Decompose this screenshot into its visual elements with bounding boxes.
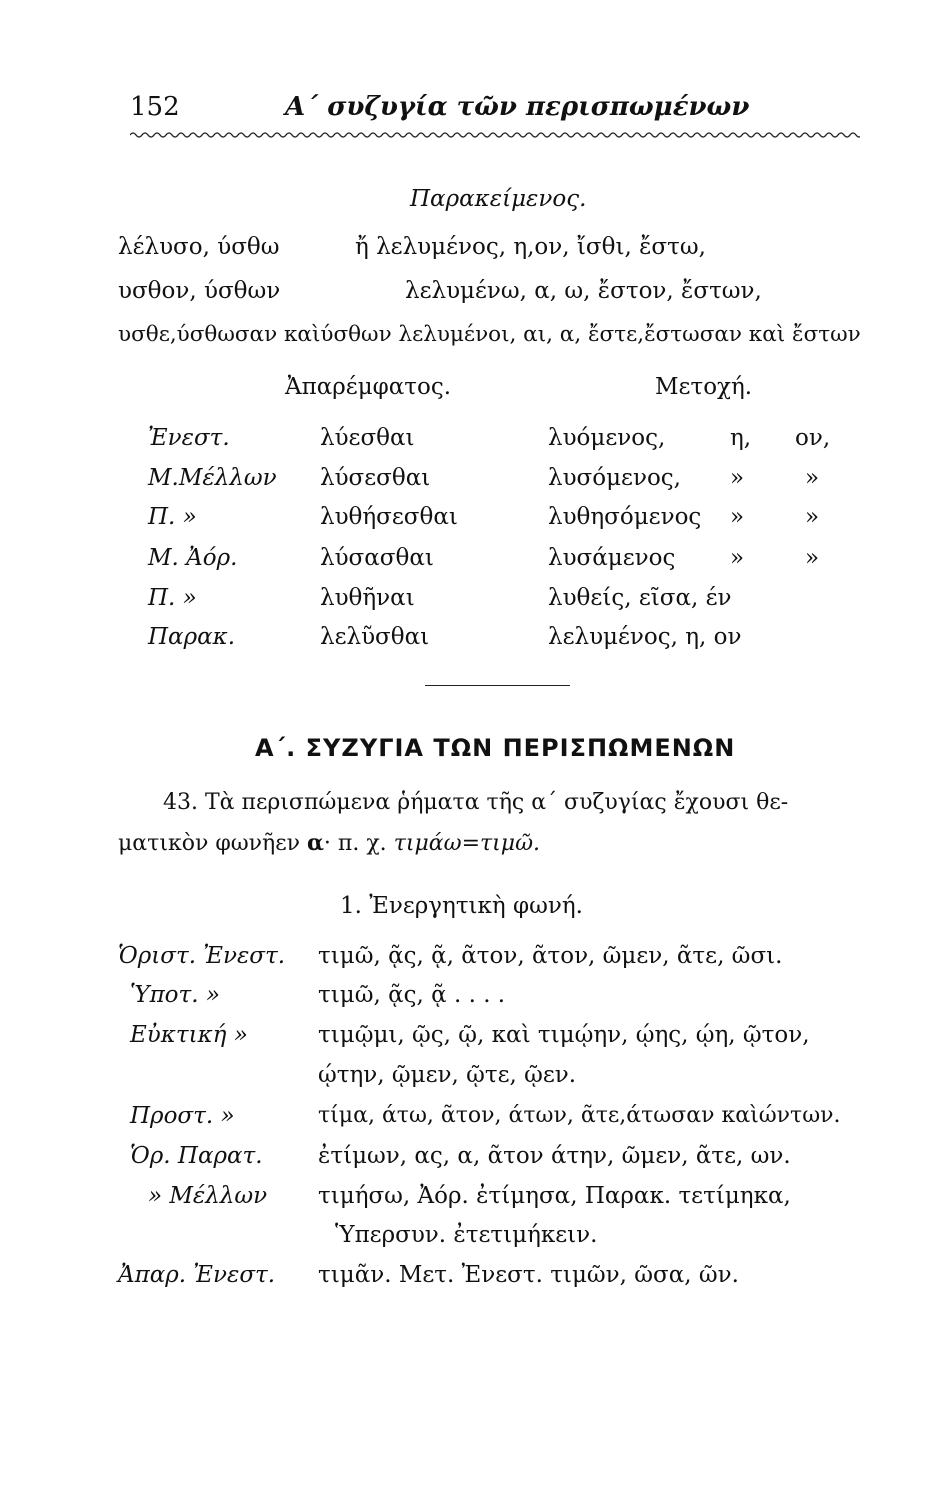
row-label: Π. »	[148, 504, 197, 530]
row-label: Μ. Ἀόρ.	[148, 545, 238, 571]
paragraph-text: ματικὸν φωνῆεν	[118, 831, 300, 856]
row-col1: »	[730, 504, 745, 530]
row-label: Παρακ.	[148, 624, 236, 650]
row-col2: »	[805, 504, 820, 530]
row-label: Ἐνεστ.	[148, 425, 230, 451]
conj-text: τιμῶ, ᾷς, ᾷ . . . .	[318, 982, 506, 1008]
row-participle: λελυμένος, η, ον	[548, 624, 742, 650]
section-divider	[425, 685, 570, 686]
page-number: 152	[130, 92, 180, 122]
perf-line-2-right: λελυμένω, α, ω, ἔστον, ἔστων,	[405, 278, 762, 304]
row-col2: »	[805, 545, 820, 571]
row-label: Μ.Μέλλων	[148, 465, 277, 491]
row-infinitive: λυθήσεσθαι	[320, 504, 458, 530]
section-title: Α΄. ΣΥΖΥΓΙΑ ΤΩΝ ΠΕΡΙΣΠΩΜΕΝΩΝ	[255, 734, 736, 762]
perf-line-3: υσθε,ύσθωσαν καὶύσθων λελυμένοι, αι, α, ἔστε,ἔστωσαν καὶ ἔστων	[118, 322, 861, 347]
row-participle: λυόμενος,	[548, 425, 666, 451]
paragraph-bold-vowel: α	[306, 830, 324, 856]
perf-line-1-left: λέλυσο, ύσθω	[118, 234, 280, 260]
row-col1: η,	[730, 425, 752, 451]
conj-text: τιμῷμι, ῷς, ῷ, καὶ τιμῴην, ῴης, ῴη, ῷτον,	[318, 1022, 810, 1048]
row-infinitive: λύσασθαι	[320, 545, 434, 571]
row-participle: λυσάμενος	[548, 545, 676, 571]
paragraph-line-1: 43. Τὰ περισπώμενα ῥήματα τῆς α΄ συζυγίας ἔχουσι θε-	[163, 790, 789, 815]
conj-text: ῴτην, ῷμεν, ῷτε, ῷεν.	[318, 1062, 577, 1088]
row-participle: λυθείς, εῖσα, έν	[548, 585, 732, 611]
row-col1: »	[730, 465, 745, 491]
parakeimenos-heading: Παρακείμενος.	[410, 186, 587, 212]
conj-text: τιμῶ, ᾷς, ᾷ, ᾶτον, ᾶτον, ῶμεν, ᾶτε, ῶσι.	[318, 943, 783, 969]
row-infinitive: λελῦσθαι	[320, 624, 430, 650]
conj-text: τιμᾶν. Μετ. Ἐνεστ. τιμῶν, ῶσα, ῶν.	[318, 1262, 739, 1288]
conj-text: ἐτίμων, ας, α, ᾶτον άτην, ῶμεν, ᾶτε, ων.	[318, 1143, 791, 1169]
row-col2: ον,	[795, 425, 831, 451]
running-title: Α΄ συζυγία τῶν περισπωμένων	[285, 92, 750, 122]
perf-line-1-right: ἤ λελυμένος, η,ον, ἴσθι, ἔστω,	[355, 234, 706, 260]
row-infinitive: λύεσθαι	[320, 425, 415, 451]
conj-label: Προστ. »	[130, 1103, 235, 1129]
subheading-active-voice: 1. Ἐνεργητικὴ φωνή.	[340, 893, 583, 919]
conj-label: Εὐκτική »	[130, 1022, 248, 1048]
conj-label: Ὑποτ. »	[130, 982, 220, 1008]
perf-line-2-left: υσθον, ύσθων	[118, 278, 281, 304]
conj-text: τίμα, άτω, ᾶτον, άτων, ᾶτε,άτωσαν καὶώντων.	[318, 1103, 841, 1128]
conj-text: Ὑπερσυν. ἐτετιμήκειν.	[335, 1222, 598, 1248]
conj-label: Ὁριστ. Ἐνεστ.	[118, 943, 286, 969]
metoche-heading: Μετοχή.	[655, 374, 753, 400]
row-infinitive: λυθῆναι	[320, 585, 415, 611]
conj-label: Ὁρ. Παρατ.	[130, 1143, 263, 1169]
row-label: Π. »	[148, 585, 197, 611]
apar-heading: Ἀπαρέμφατος.	[285, 374, 452, 400]
page-header	[130, 92, 860, 132]
conj-label: Ἀπαρ. Ἐνεστ.	[118, 1262, 276, 1288]
row-col2: »	[805, 465, 820, 491]
paragraph-text: · π. χ.	[323, 831, 387, 856]
row-infinitive: λύσεσθαι	[320, 465, 431, 491]
paragraph-example: τιμάω=τιμῶ.	[393, 831, 541, 856]
conj-label: » Μέλλων	[148, 1183, 268, 1209]
conj-text: τιμήσω, Ἀόρ. ἐτίμησα, Παρακ. τετίμηκα,	[318, 1183, 791, 1209]
paragraph-line-2	[118, 830, 540, 856]
row-col1: »	[730, 545, 745, 571]
row-participle: λυθησόμενος	[548, 504, 702, 530]
wavy-rule	[130, 130, 860, 140]
row-participle: λυσόμενος,	[548, 465, 681, 491]
